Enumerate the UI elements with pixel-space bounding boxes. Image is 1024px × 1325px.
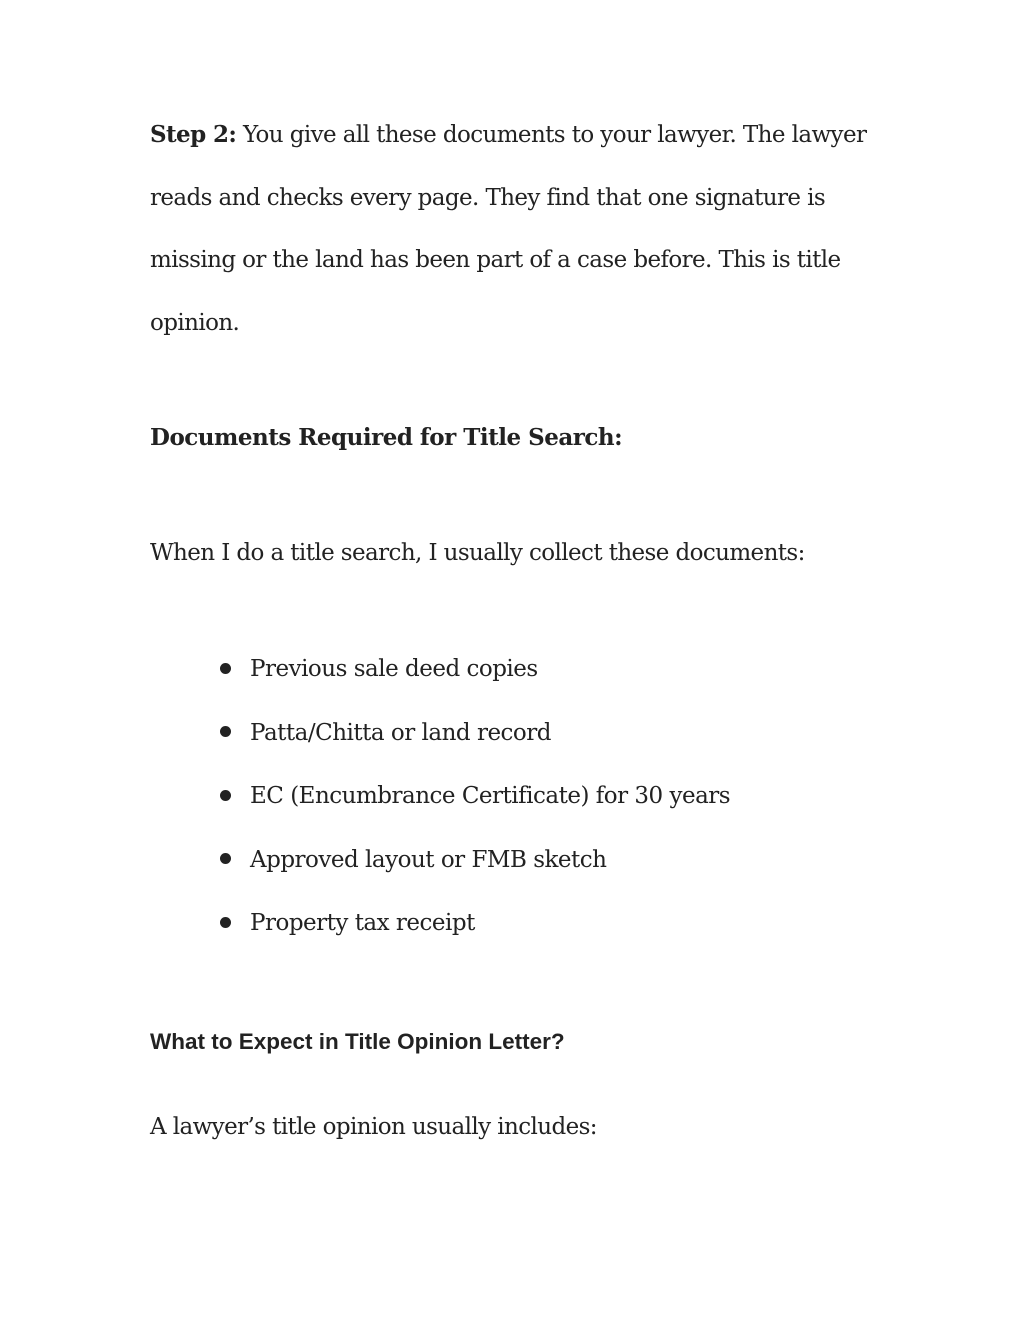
list-item-text: EC (Encumbrance Certificate) for 30 years bbox=[250, 783, 731, 809]
list-item bbox=[220, 843, 730, 907]
bullet-icon bbox=[220, 726, 231, 737]
step2-text: You give all these documents to your lawyer. The lawyer reads and checks every page. They find that one signature is missing or the land has been part of a case before. This is title opinion. bbox=[150, 122, 867, 336]
bullet-icon bbox=[220, 853, 231, 864]
documents-list bbox=[220, 652, 730, 970]
documents-heading: Documents Required for Title Search: bbox=[150, 424, 623, 451]
expect-heading: What to Expect in Title Opinion Letter? bbox=[150, 1029, 565, 1054]
list-item bbox=[220, 906, 730, 970]
list-item bbox=[220, 652, 730, 716]
list-item-text: Patta/Chitta or land record bbox=[250, 719, 551, 746]
list-item bbox=[220, 716, 730, 780]
bullet-icon bbox=[220, 663, 231, 674]
opinion-intro: A lawyer’s title opinion usually includes: bbox=[150, 1114, 597, 1140]
bullet-icon bbox=[220, 917, 231, 928]
step2-label: Step 2: bbox=[150, 121, 237, 148]
list-item-text: Property tax receipt bbox=[250, 910, 475, 936]
documents-intro: When I do a title search, I usually collect these documents: bbox=[150, 540, 805, 566]
list-item-text: Previous sale deed copies bbox=[250, 656, 538, 682]
list-item bbox=[220, 779, 730, 843]
step2-paragraph bbox=[150, 104, 870, 354]
list-item-text: Approved layout or FMB sketch bbox=[250, 846, 607, 873]
bullet-icon bbox=[220, 790, 231, 801]
